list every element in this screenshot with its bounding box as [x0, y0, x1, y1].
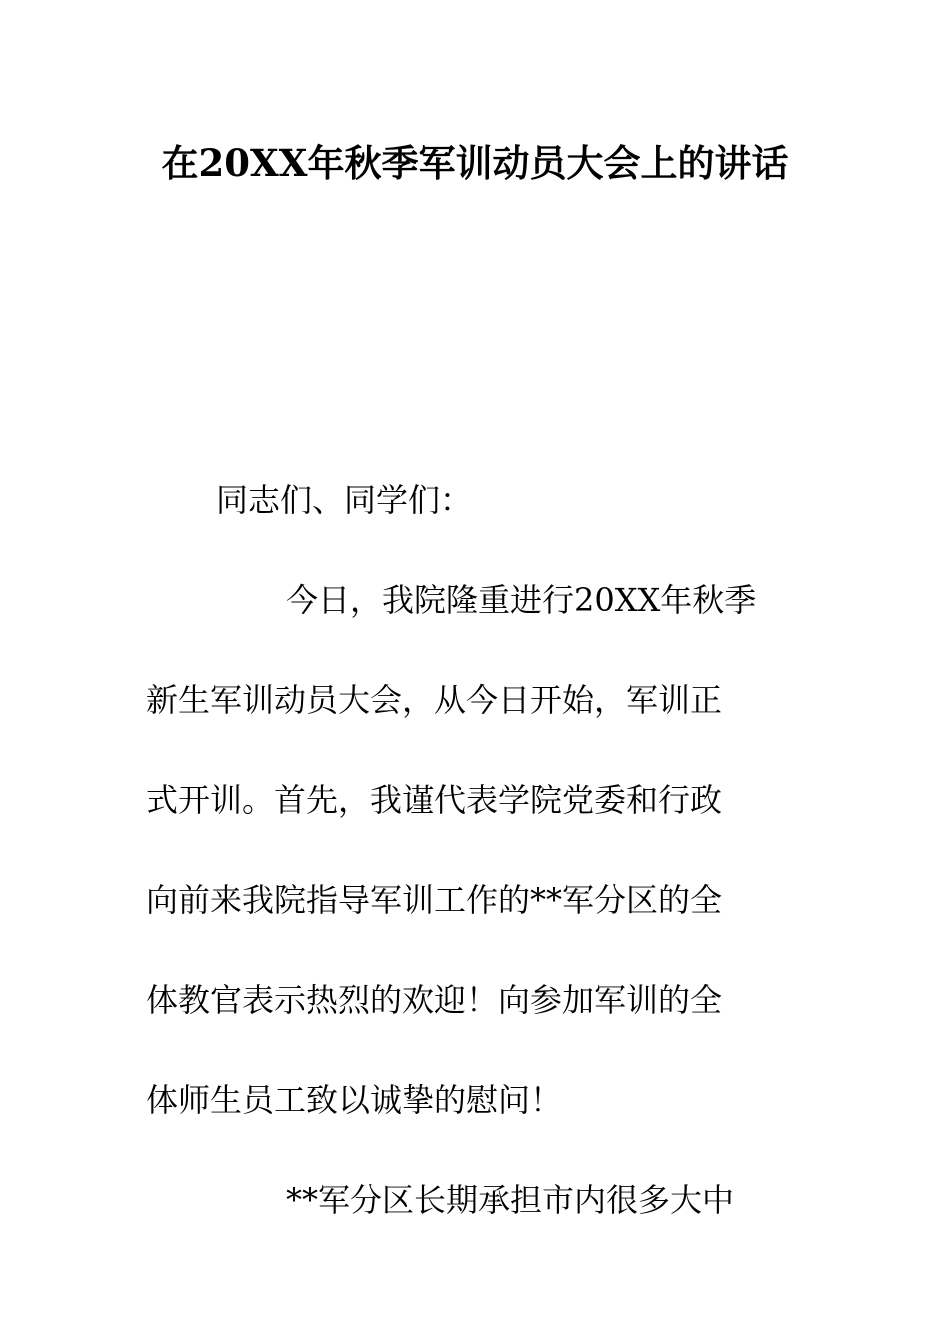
document-title: 在20XX年秋季军训动员大会上的讲话	[161, 141, 789, 185]
paragraph1-line-3: 式开训。首先，我谨代表学院党委和行政	[146, 781, 723, 819]
paragraph1-line-1: 今日，我院隆重进行20XX年秋季	[286, 581, 757, 619]
paragraph1-line-2: 新生军训动员大会，从今日开始，军训正	[146, 681, 723, 719]
paragraph2-line-1: **军分区长期承担市内很多大中	[286, 1181, 735, 1219]
salutation: 同志们、同学们：	[216, 481, 473, 519]
paragraph1-line-6: 体师生员工致以诚挚的慰问！	[146, 1081, 563, 1119]
paragraph1-line-5: 体教官表示热烈的欢迎！向参加军训的全	[146, 981, 723, 1019]
paragraph1-line-4: 向前来我院指导军训工作的**军分区的全	[146, 881, 723, 919]
